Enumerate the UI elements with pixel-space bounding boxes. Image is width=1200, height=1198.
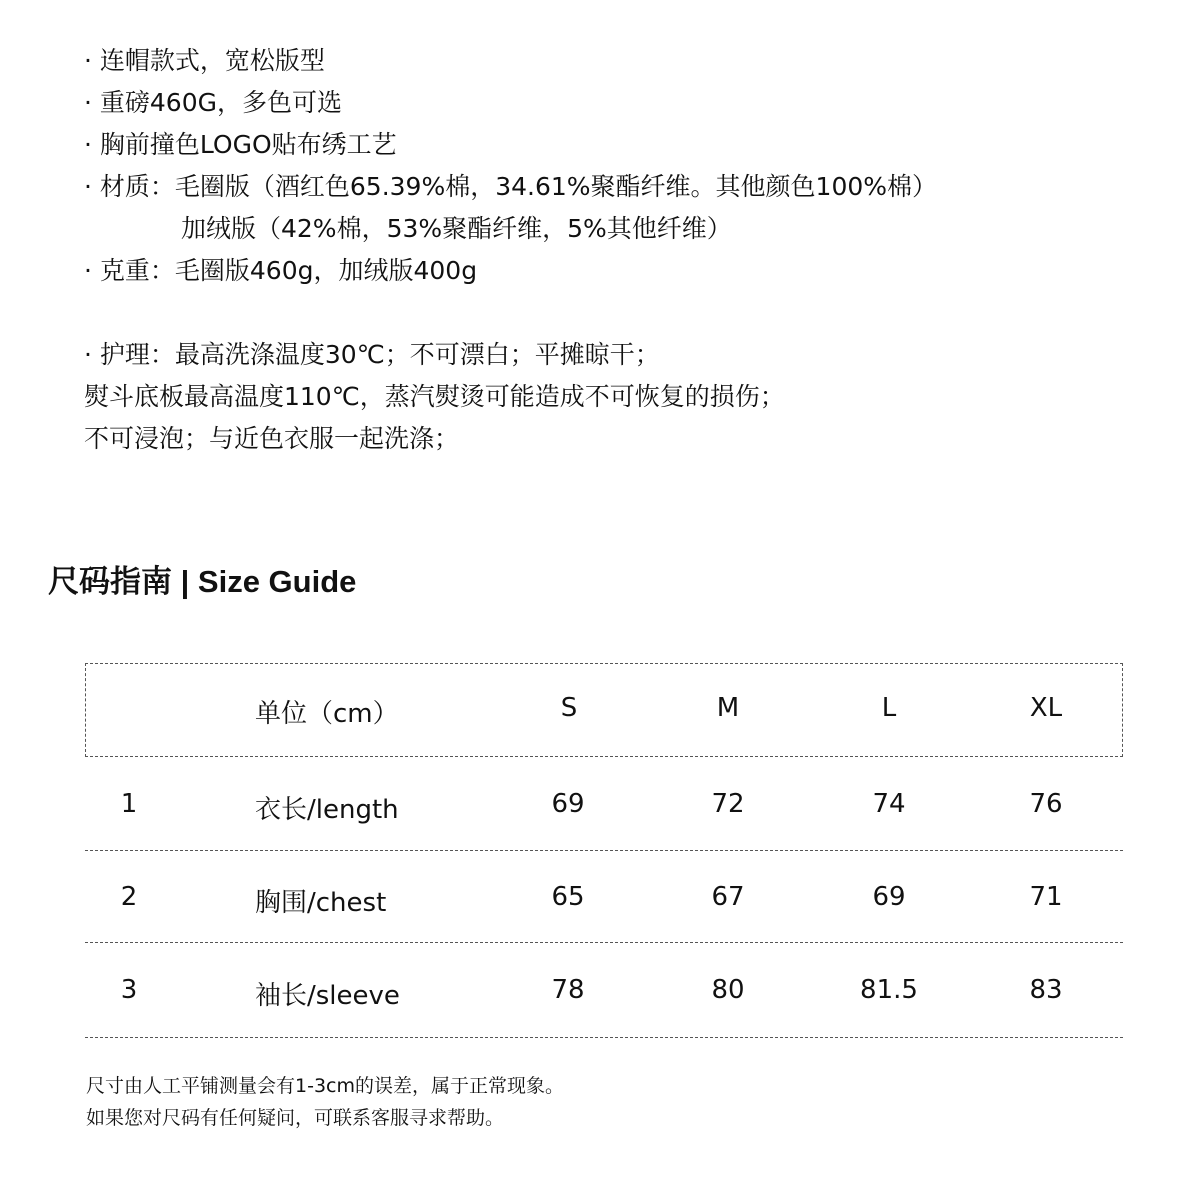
value-sleeve-s: 78 [551, 975, 585, 1005]
row-divider [85, 850, 1123, 851]
value-length-l: 74 [872, 789, 906, 819]
value-sleeve-xl: 83 [1029, 975, 1063, 1005]
row-divider [85, 942, 1123, 943]
row-index: 1 [120, 789, 138, 819]
size-header-s: S [560, 693, 578, 723]
customer-service-note: 如果您对尺码有任何疑问，可联系客服寻求帮助。 [86, 1107, 505, 1129]
description-weight-colors: · 重磅460G，多色可选 [84, 88, 342, 117]
unit-label: 单位（cm） [255, 699, 399, 729]
value-sleeve-l: 81.5 [860, 975, 918, 1005]
value-chest-m: 67 [711, 882, 745, 912]
size-guide-title: 尺码指南 | Size Guide [48, 564, 357, 599]
row-label-length: 衣长/length [255, 795, 399, 825]
description-care-wash: · 护理：最高洗涤温度30℃；不可漂白；平摊晾干； [84, 340, 660, 369]
size-table-header [85, 663, 1123, 757]
description-material-terry: · 材质：毛圈版（酒红色65.39%棉，34.61%聚酯纤维。其他颜色100%棉） [84, 172, 938, 201]
value-length-m: 72 [711, 789, 745, 819]
size-header-l: L [881, 693, 897, 723]
description-care-soak: 不可浸泡；与近色衣服一起洗涤； [84, 424, 460, 453]
size-header-xl: XL [1029, 693, 1063, 723]
row-label-chest: 胸围/chest [255, 888, 387, 918]
description-hood-style: · 连帽款式，宽松版型 [84, 46, 325, 75]
value-chest-l: 69 [872, 882, 906, 912]
description-care-iron: 熨斗底板最高温度110℃，蒸汽熨烫可能造成不可恢复的损伤； [84, 382, 785, 411]
row-divider [85, 1037, 1123, 1038]
row-index: 3 [120, 975, 138, 1005]
product-description [84, 40, 1164, 460]
size-header-m: M [716, 693, 740, 723]
value-length-xl: 76 [1029, 789, 1063, 819]
description-logo-craft: · 胸前撞色LOGO贴布绣工艺 [84, 130, 397, 159]
description-gram-weight: · 克重：毛圈版460g，加绒版400g [84, 256, 478, 285]
value-chest-xl: 71 [1029, 882, 1063, 912]
value-chest-s: 65 [551, 882, 585, 912]
description-material-fleece: 加绒版（42%棉，53%聚酯纤维，5%其他纤维） [181, 214, 732, 243]
value-length-s: 69 [551, 789, 585, 819]
value-sleeve-m: 80 [711, 975, 745, 1005]
row-index: 2 [120, 882, 138, 912]
row-label-sleeve: 袖长/sleeve [255, 981, 400, 1011]
measurement-error-note: 尺寸由人工平铺测量会有1-3cm的误差，属于正常现象。 [86, 1075, 564, 1097]
